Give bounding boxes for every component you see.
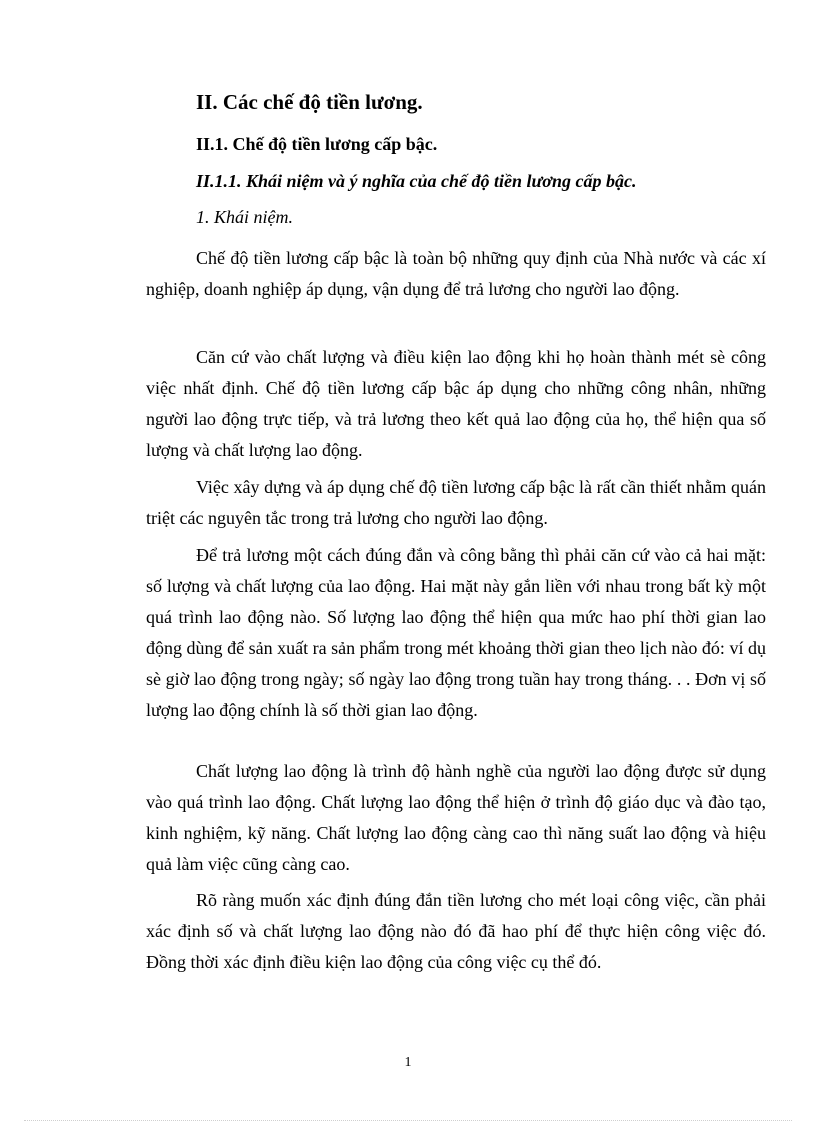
subsubsection-heading: II.1.1. Khái niệm và ý nghĩa của chế độ tiền lương cấp bậc. [196,171,637,191]
body-paragraph: Để trả lương một cách đúng đắn và công bằng thì phải căn cứ vào cả hai mặt: số lượng và chất lượng của lao động. Hai mặt này gắn liền với nhau trong bất kỳ một quá trình lao động nào. Số lượng lao động thể hiện qua mức hao phí thời gian lao động dùng để sản xuất ra sản phẩm trong mét khoảng thời gian theo lịch nào đó: ví dụ sè giờ lao động trong ngày; số ngày lao động trong tuần hay trong tháng. . . Đơn vị số lượng lao động chính là số thời gian lao động. [146,545,766,720]
section-heading: II. Các chế độ tiền lương. [196,90,423,114]
concept-label: 1. Khái niệm. [196,207,293,227]
body-paragraph: Rõ ràng muốn xác định đúng đắn tiền lương cho mét loại công việc, cần phải xác định số và chất lượng lao động nào đó đã hao phí để thực hiện công việc đó. Đồng thời xác định điều kiện lao động của công việc cụ thể đó. [146,890,766,972]
page-number: 1 [404,1055,412,1070]
page-bottom-divider [24,1120,792,1121]
subsection-heading: II.1. Chế độ tiền lương cấp bậc. [196,134,438,154]
body-paragraph: Việc xây dựng và áp dụng chế độ tiền lương cấp bậc là rất cần thiết nhằm quán triệt các nguyên tắc trong trả lương cho người lao động. [146,477,766,528]
body-paragraph: Chất lượng lao động là trình độ hành nghề của người lao động được sử dụng vào quá trình lao động. Chất lượng lao động thể hiện ở trình độ giáo dục và đào tạo, kinh nghiệm, kỹ năng. Chất lượng lao động càng cao thì năng suất lao động và hiệu quả làm việc cũng càng cao. [146,761,766,874]
body-paragraph: Chế độ tiền lương cấp bậc là toàn bộ những quy định của Nhà nước và các xí nghiệp, doanh nghiệp áp dụng, vận dụng để trả lương cho người lao động. [146,248,766,299]
body-paragraph: Căn cứ vào chất lượng và điều kiện lao động khi họ hoàn thành mét sè công việc nhất định. Chế độ tiền lương cấp bậc áp dụng cho những công nhân, những người lao động trực tiếp, và trả lương theo kết quả lao động của họ, thể hiện qua số lượng và chất lượng lao động. [146,347,766,460]
